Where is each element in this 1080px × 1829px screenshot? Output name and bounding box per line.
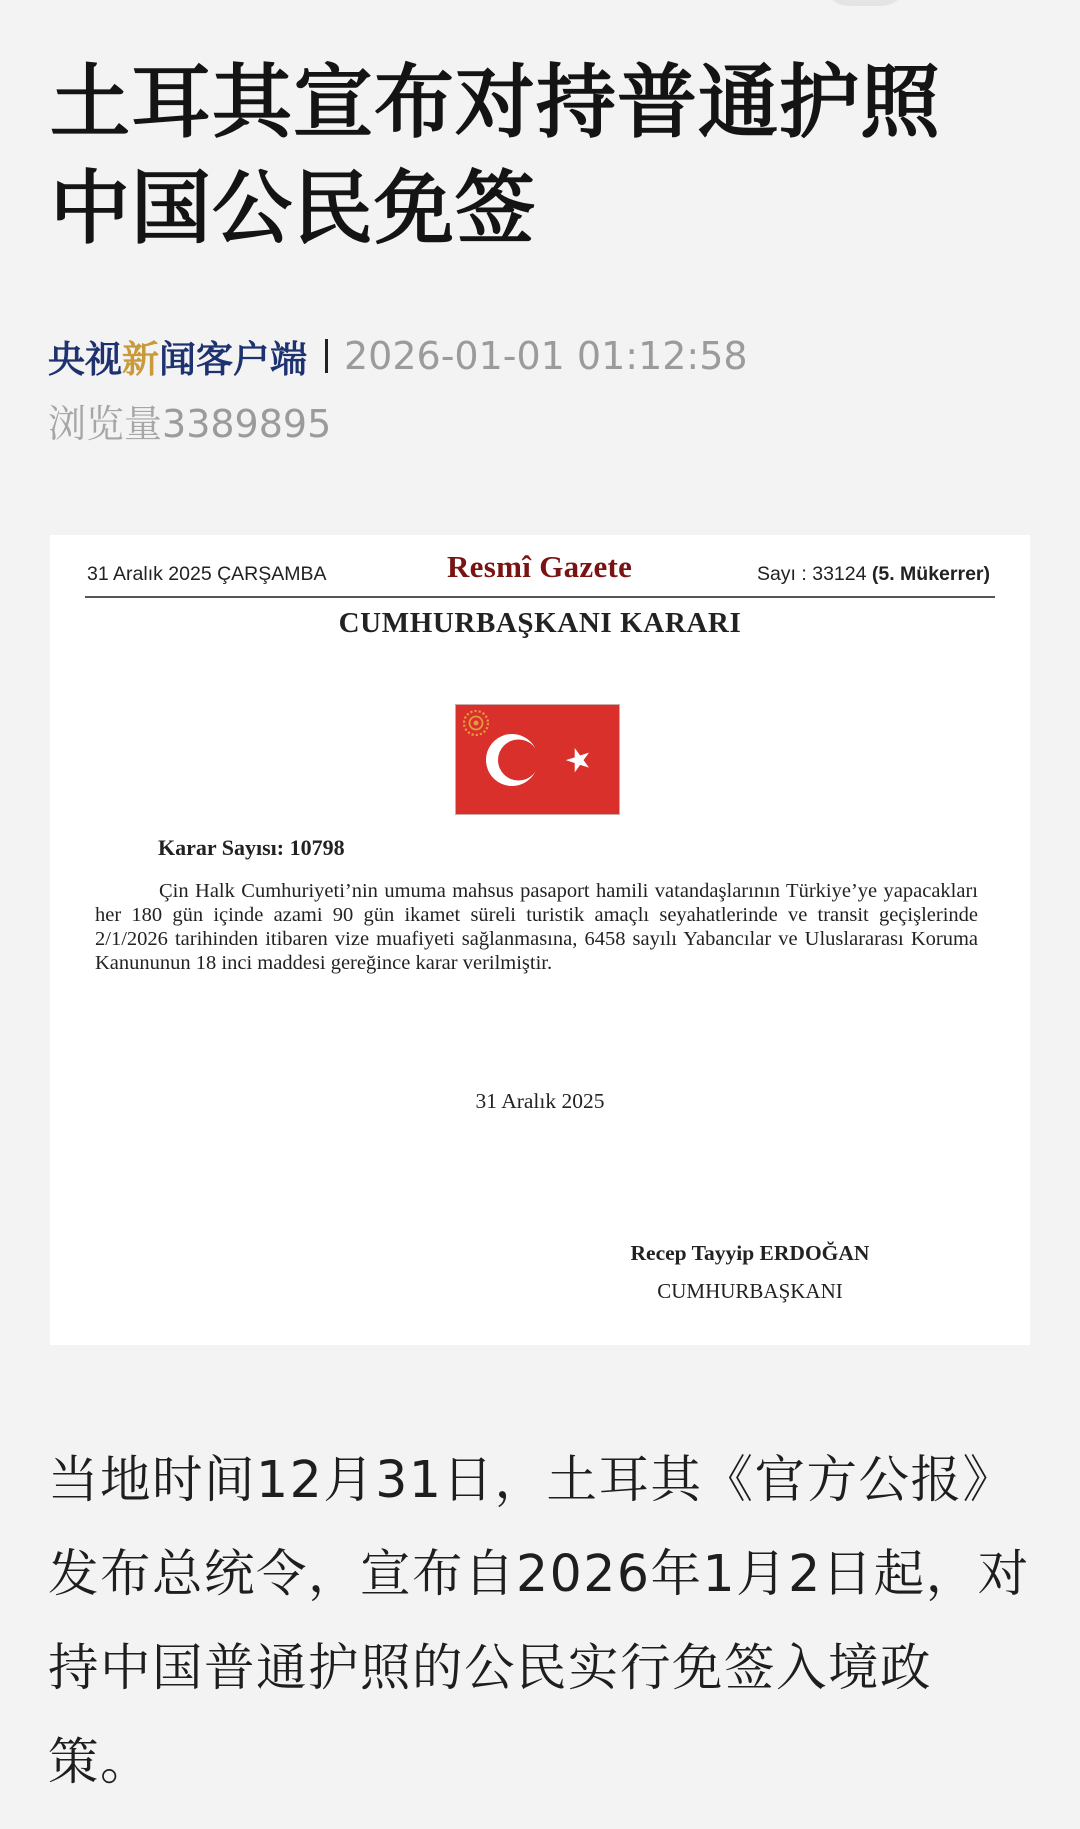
meta-separator xyxy=(325,339,328,373)
gazette-signer-title: CUMHURBAŞKANI xyxy=(657,1279,843,1303)
source-name-prefix: 央视 xyxy=(48,338,122,381)
article-meta xyxy=(48,326,748,386)
gazette-decision-number: Karar Sayısı: 10798 xyxy=(158,835,345,860)
source-name-highlight: 新 xyxy=(122,338,159,381)
gazette-image[interactable] xyxy=(50,535,1030,1345)
view-count-value: 3389895 xyxy=(162,402,332,446)
gazette-issue xyxy=(757,563,990,586)
gazette-signer: Recep Tayyip ERDOĞAN xyxy=(630,1241,870,1265)
gazette-name: Resmî Gazete xyxy=(447,549,633,584)
source-name-suffix: 闻客户端 xyxy=(159,338,307,381)
view-count xyxy=(48,393,331,448)
gazette-body: Çin Halk Cumhuriyeti’nin umuma mahsus pasaport hamili vatandaşlarının Türkiye’ye yapacakları her 180 gün içinde azami 90 gün ikamet süreli turistik amaçlı seyahatlerinde ve transit geçişlerinde 2/1/2026 tarihinden itibaren vize muafiyeti sağlanmasına, 6458 sayılı Yabancılar ve Uluslararası Koruma Kanununun 18 inci maddesi gereğince karar verilmiştir. xyxy=(95,880,978,974)
article-title: 土耳其宣布对持普通护照中国公民免签 xyxy=(50,56,941,255)
source-name[interactable] xyxy=(48,329,307,383)
top-scroll-hint xyxy=(820,0,910,6)
article-body: 当地时间12月31日，土耳其《官方公报》发布总统令，宣布自2026年1月2日起，对持中国普通护照的公民实行免签入境政策。 xyxy=(48,1450,1030,1791)
gazette-sign-date: 31 Aralık 2025 xyxy=(475,1089,605,1113)
turkish-flag-icon xyxy=(455,704,620,815)
view-count-label: 浏览量 xyxy=(48,402,163,446)
publish-timestamp: 2026-01-01 01:12:58 xyxy=(344,334,748,378)
turkish-flag-graphic xyxy=(456,705,619,814)
gazette-heading: CUMHURBAŞKANI KARARI xyxy=(338,607,742,639)
gazette-issue-extra: (5. Mükerrer) xyxy=(871,563,990,585)
gazette-date-line: 31 Aralık 2025 ÇARŞAMBA xyxy=(87,563,327,585)
gazette-header-rule xyxy=(85,596,995,598)
gazette-issue-number: Sayı : 33124 xyxy=(756,563,872,585)
